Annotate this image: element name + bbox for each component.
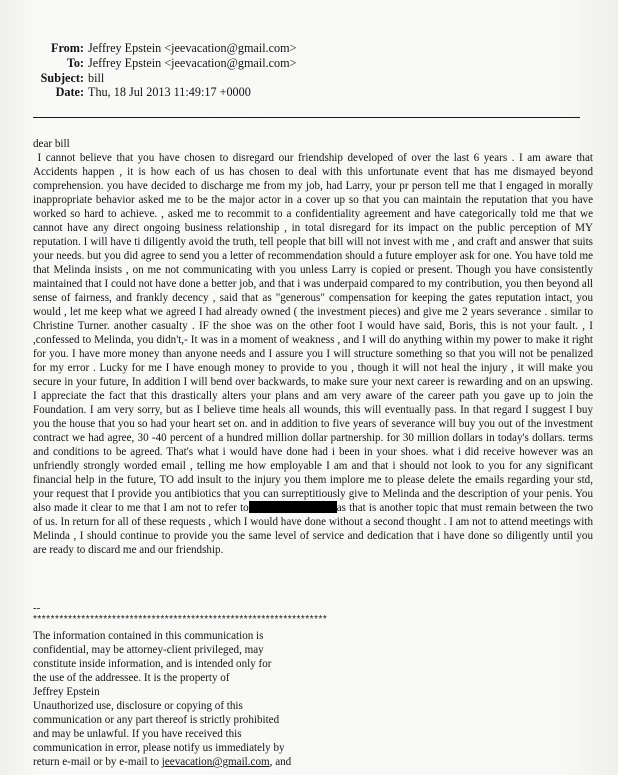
disclaimer-line: confidential, may be attorney-client privileged, may [33, 644, 264, 656]
email-header [0, 41, 297, 100]
disclaimer-line: and may be unlawful. If you have received this [33, 728, 242, 740]
disclaimer-line: communication in error, please notify us immediately by [33, 742, 285, 754]
confidentiality-disclaimer [33, 629, 333, 769]
disclaimer-line: Jeffrey Epstein [33, 686, 100, 698]
signature-separator: -- [33, 602, 41, 614]
disclaimer-line: communication or any part thereof is strictly prohibited [33, 714, 280, 726]
from-row [0, 41, 297, 56]
subject-row [0, 71, 297, 86]
disclaimer-line: constitute inside information, and is intended only for [33, 658, 272, 670]
from-label: From: [51, 41, 84, 55]
from-value: Jeffrey Epstein <jeevacation@gmail.com> [88, 41, 297, 55]
asterisk-divider: ******************************************************************* [33, 614, 328, 625]
email-body [33, 137, 593, 557]
disclaimer-line: The information contained in this communication is [33, 630, 264, 642]
to-label: To: [66, 55, 84, 70]
body-text-part-1: I cannot believe that you have chosen to disregard our friendship developed of over the last 6 years . I am aware that Accidents happen , it is how each of us has chosen to deal with this unfortunate event that has me dismayed beyond comprehension. you have decided to discharge me from my job, had Larry, your pr person tell me that I engaged in morally inappropriate behavior asked me to be the major actor in a cover up so that you can maintain the reputation that you have worked so hard to achieve. , asked me to recommit to a confidentiality agreement and have categorically told me that we cannot have any direct ongoing business relationship , in total disregard for its impact on the public perception of MY reputation. I will have ti diligently avoid the truth, tell people that bill will not invest with me , and craft and answer that suits your needs. but you did agree to send you a letter of recommendation should a future employer ask for one. You have told me that Melinda insists , on me not communicating with you unless Larry is copied or present. Though you have consistently maintained that I could not have done a better job, and that i was underpaid compared to my contribution, you then beyond all sense of fairness, and frankly decency , said that as "generous" compensation for keeping the gates reputation intact, you would , let me keep what we agreed I had already owned ( the investment pieces) and give me 2 years severance . similar to Christine Turner. another casualty . IF the shoe was on the other foot I would have said, Boris, this is not your fault. , I ,confessed to Melinda, you didn't,- It was in a moment of weakness , and I will do anything within my power to make it right for you. I have more money than anyone needs and I assure you I will structure something so that you will not be penalized for my error . Lucky for me I have enough money to provide to you , though it will not heal the injury , it will make you secure in your future, In addition I will bend over backwards, to make sure your next career is rewarding and on an upswing. I appreciate the fact that this drastically alters your plans and am very aware of the career path you gave up to join the Foundation. I am very sorry, but as I believe time heals all wounds, this will eventually pass. In that regard I suggest I buy you the house that you so had your heart set on. and in addition to five years of severance will buy you out of the investment contract we had agree, 30 -40 percent of a hundred million dollar partnership. for 30 million dollars in today's dollars. terms and conditions to be agreed. That's what i would have done had i been in your shoes. what i did receive however was an unfriendly strongly worded email , telling me how employable I am and that i should not look to you for any significant financial help in the future, TO add insult to the injury you them implore me to please delete the emails regarding your std, your request that I provide you antibiotics that you can surreptitiously give to Melinda and the description of your penis. You also made it clear to me that I am not to refer to [33, 152, 593, 514]
redaction-block [249, 501, 337, 513]
subject-label: Subject: [40, 70, 84, 85]
date-value: Thu, 18 Jul 2013 11:49:17 +0000 [88, 85, 251, 100]
disclaimer-last-prefix: return e-mail or by e-mail to [33, 756, 162, 768]
to-row [0, 56, 297, 71]
body-text-part-2: as that is another topic that must remain between the two of us. In return for all of these requests , which I would have done without a second thought . I am not to attend meetings with Melinda , I should continue to provide you the same level of service and dedication that i have done so diligently until you are ready to discard me and our friendship. [33, 502, 593, 556]
disclaimer-line: the use of the addressee. It is the property of [33, 672, 230, 684]
salutation: dear bill [33, 138, 70, 150]
header-divider [33, 117, 580, 118]
to-value: Jeffrey Epstein <jeevacation@gmail.com> [88, 55, 297, 70]
email-link[interactable]: jeevacation@gmail.com [161, 756, 270, 768]
subject-value: bill [88, 70, 105, 85]
date-row [0, 85, 297, 100]
disclaimer-line: Unauthorized use, disclosure or copying of this [33, 700, 243, 712]
date-label: Date: [55, 85, 84, 100]
body-paragraph [33, 151, 593, 557]
disclaimer-last-line [33, 755, 333, 769]
disclaimer-last-suffix: , and [269, 756, 292, 768]
